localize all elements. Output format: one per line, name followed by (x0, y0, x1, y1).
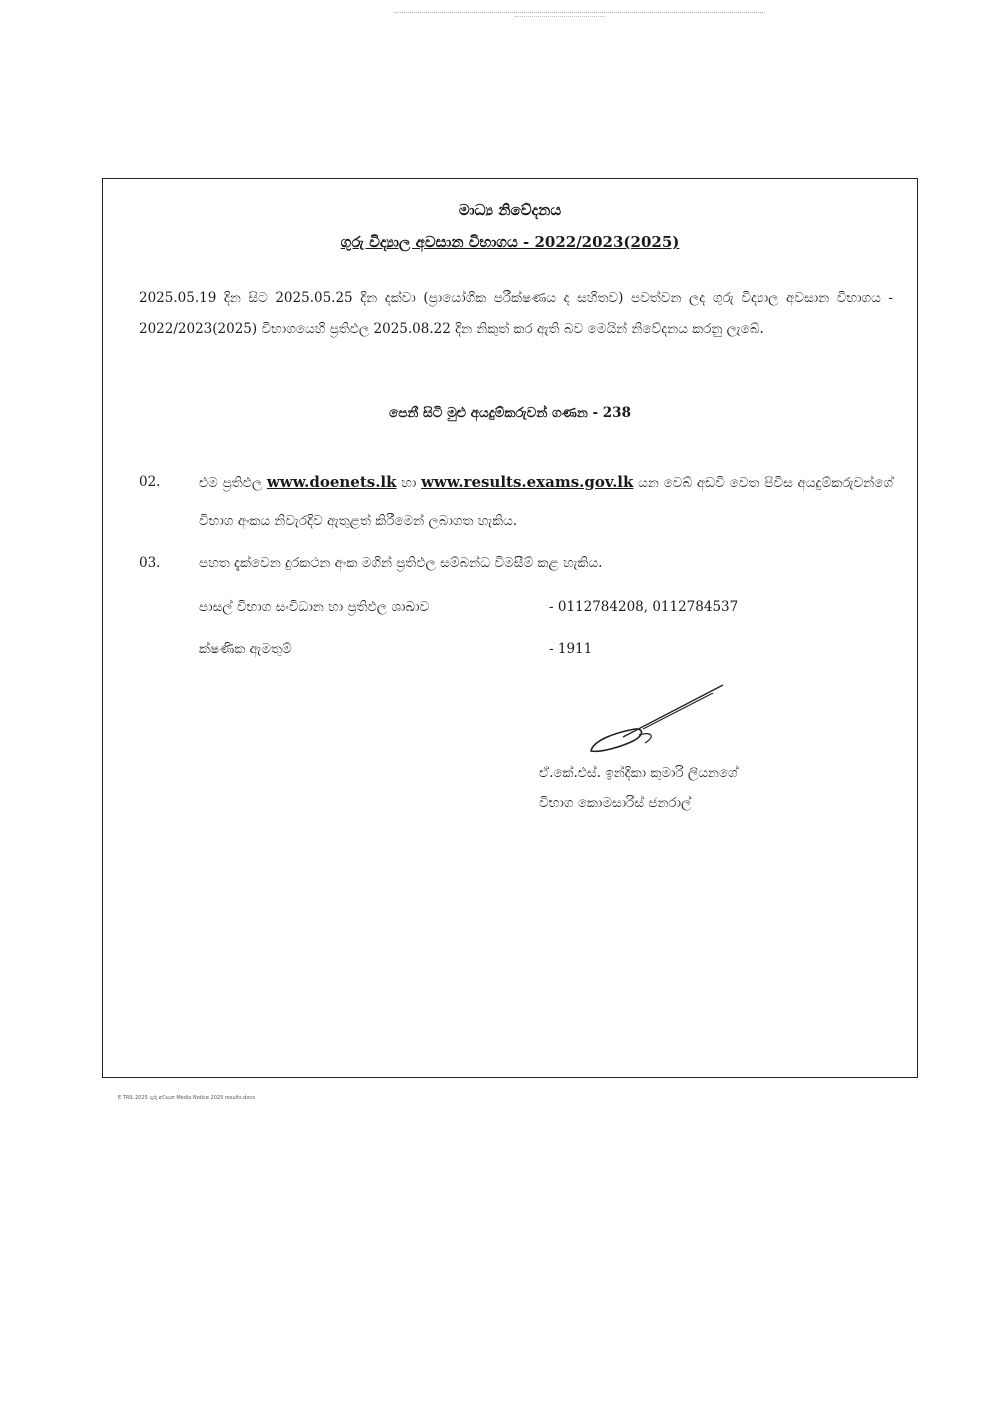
contact-label: පාසල් විභාග සංවිධාන හා ප්‍රතිඵල ශාඛාව (199, 599, 430, 615)
contact-value: - 0112784208, 0112784537 (549, 599, 739, 615)
scan-artifact (395, 12, 765, 19)
signature (583, 679, 733, 769)
results-link[interactable]: www.results.exams.gov.lk (421, 473, 634, 491)
announcement-paragraph: 2025.05.19 දින සිට 2025.05.25 දින දක්වා (ප්‍රායෝගික පරීක්ෂණය ද සහිතව) පවත්වන ලද ගුරු විද්‍යාල අවසාන විභාගය - 2022/2023(2025) විභාගයෙහි ප්‍රතිඵල 2025.08.22 දින නිකුත් කර ඇති බව මෙයින් නිවේදනය කරනු ලැබේ. (139, 290, 893, 337)
candidate-count: පෙනී සිටි මුළු අයදුම්කරුවන් ගණන - 238 (389, 405, 631, 421)
contact-label: ක්ෂණික ඇමතුම් (199, 641, 292, 657)
section-2-text: එම ප්‍රතිඵල www.doenets.lk හා www.results.exams.gov.lk යන වෙබ් අඩවි වෙත පිවිස අයදුම්කරුවන්ගේ විභාග අංකය නිවැරදිව ඇතුළත් කිරීමෙන් ලබාගත හැකිය. (199, 473, 894, 529)
signer-name: ඒ.කේ.එස්. ඉන්දිකා කුමාරි ලියනගේ (539, 765, 738, 781)
section-3-text: පහත දැක්වෙන දුරකථන අංක මගින් ප්‍රතිඵල සම්බන්ධ විමසීම් කළ හැකිය. (199, 555, 603, 571)
section-3-number: 03. (139, 555, 161, 571)
exam-title: ගුරු විද්‍යාල අවසාන විභාගය - 2022/2023(2025) (340, 233, 680, 251)
section-2-number: 02. (139, 474, 161, 490)
notice-frame (102, 178, 918, 1078)
signer-title: විභාග කොමසාරිස් ජනරාල් (539, 795, 692, 811)
notice-heading: මාධ්‍ය නිවේදනය (458, 201, 562, 219)
file-footer: E TRIL 2025 ගුරු අවසාන Media Notice 2025 results.docx (118, 1095, 256, 1101)
contact-value: - 1911 (549, 641, 593, 657)
doenets-link[interactable]: www.doenets.lk (266, 473, 397, 491)
